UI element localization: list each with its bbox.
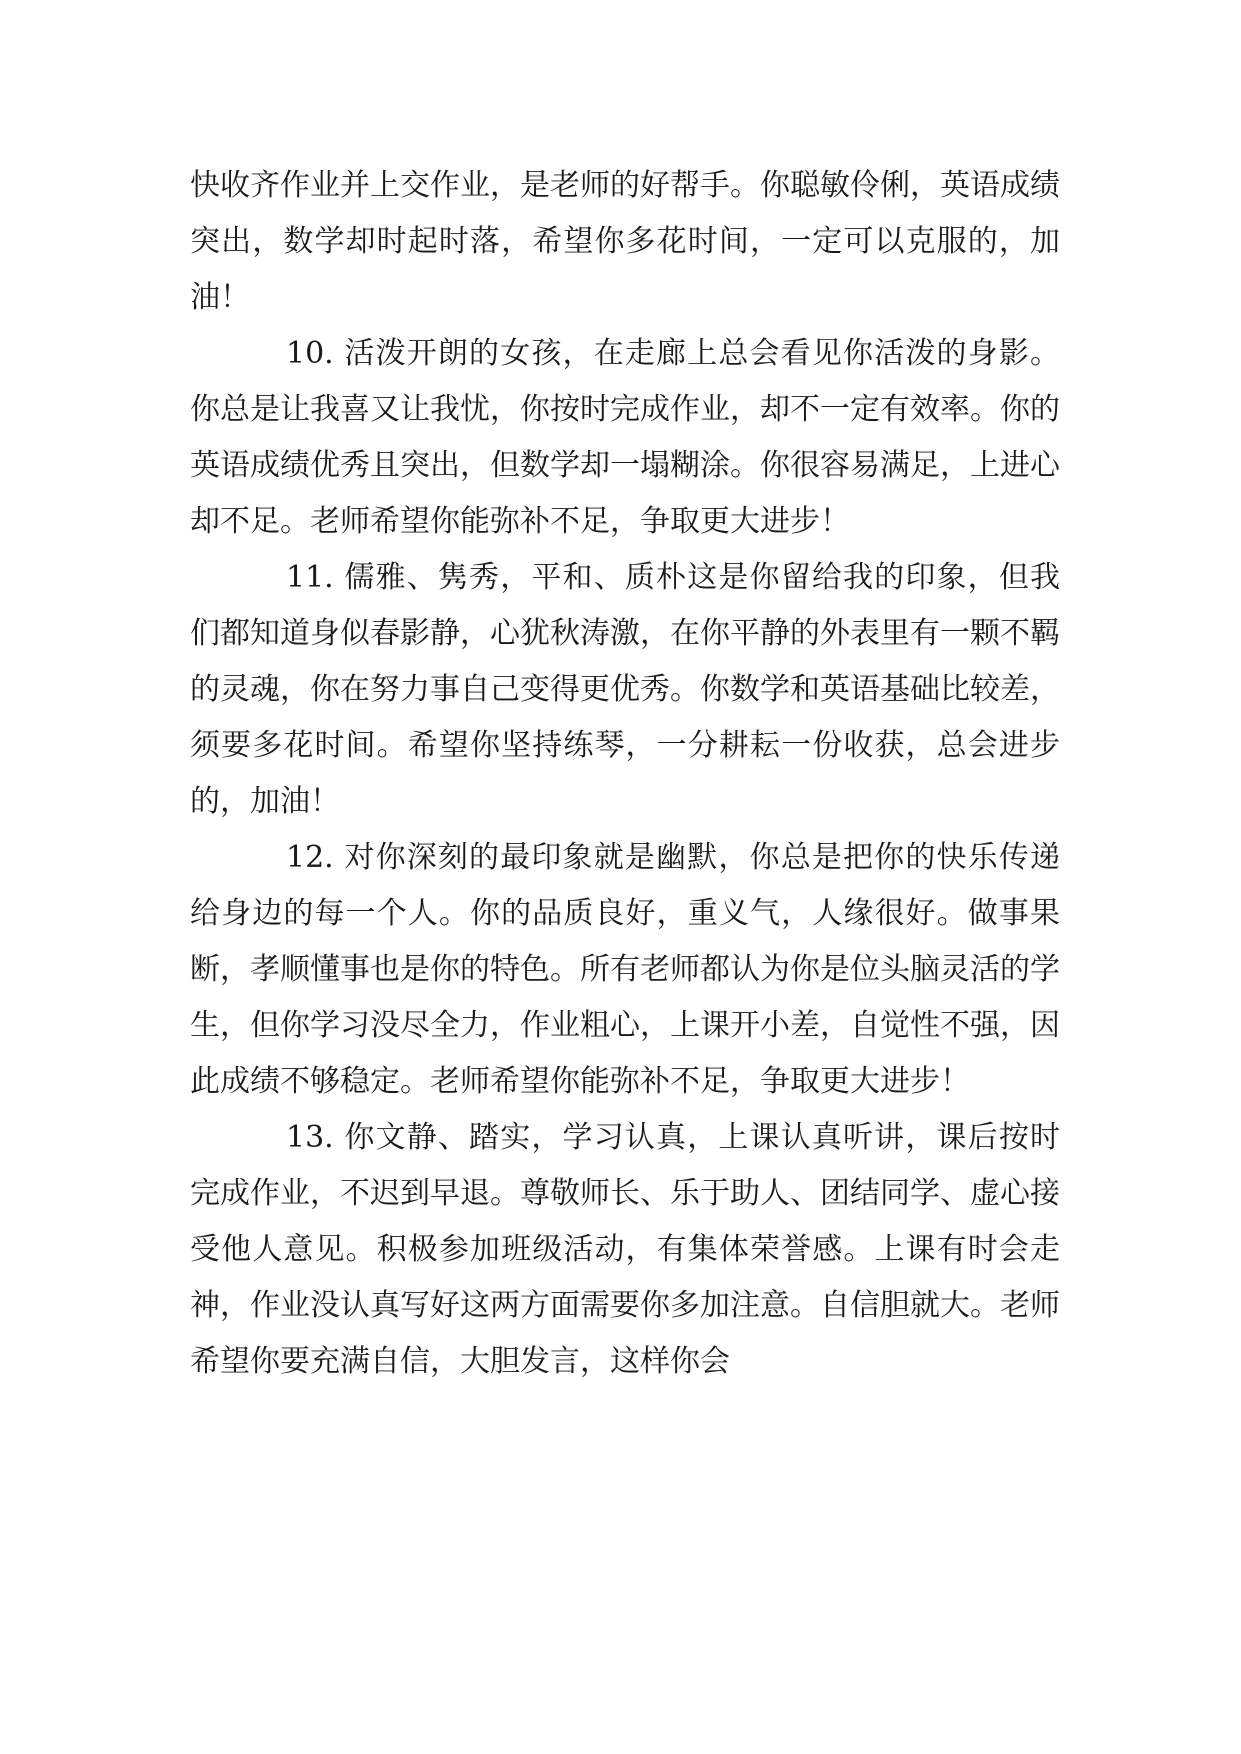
paragraph-comment-11: 11. 儒雅、隽秀，平和、质朴这是你留给我的印象，但我们都知道身似春影静，心犹秋涛激，在你平静的外表里有一颗不羁的灵魂，你在努力事自己变得更优秀。你数学和英语基础比较差，须要多花时间。希望你坚持练琴，一分耕耘一份收获，总会进步的，加油！ <box>190 560 1060 819</box>
paragraph-comment-13: 13. 你文静、踏实，学习认真，上课认真听讲，课后按时完成作业，不迟到早退。尊敬师长、乐于助人、团结同学、虚心接受他人意见。积极参加班级活动，有集体荣誉感。上课有时会走神，作业没认真写好这两方面需要你多加注意。自信胆就大。老师希望你要充满自信，大胆发言，这样你会 <box>190 1120 1060 1379</box>
paragraph-continuation: 快收齐作业并上交作业，是老师的好帮手。你聪敏伶俐，英语成绩突出，数学却时起时落，希望你多花时间，一定可以克服的，加油！ <box>190 168 1060 315</box>
paragraph-comment-10: 10. 活泼开朗的女孩，在走廊上总会看见你活泼的身影。你总是让我喜又让我忧，你按时完成作业，却不一定有效率。你的英语成绩优秀且突出，但数学却一塌糊涂。你很容易满足，上进心却不足。老师希望你能弥补不足，争取更大进步！ <box>190 336 1060 539</box>
paragraph-comment-12: 12. 对你深刻的最印象就是幽默，你总是把你的快乐传递给身边的每一个人。你的品质良好，重义气，人缘很好。做事果断，孝顺懂事也是你的特色。所有老师都认为你是位头脑灵活的学生，但你学习没尽全力，作业粗心，上课开小差，自觉性不强，因此成绩不够稳定。老师希望你能弥补不足，争取更大进步！ <box>190 840 1060 1099</box>
document-page <box>190 158 1060 1390</box>
